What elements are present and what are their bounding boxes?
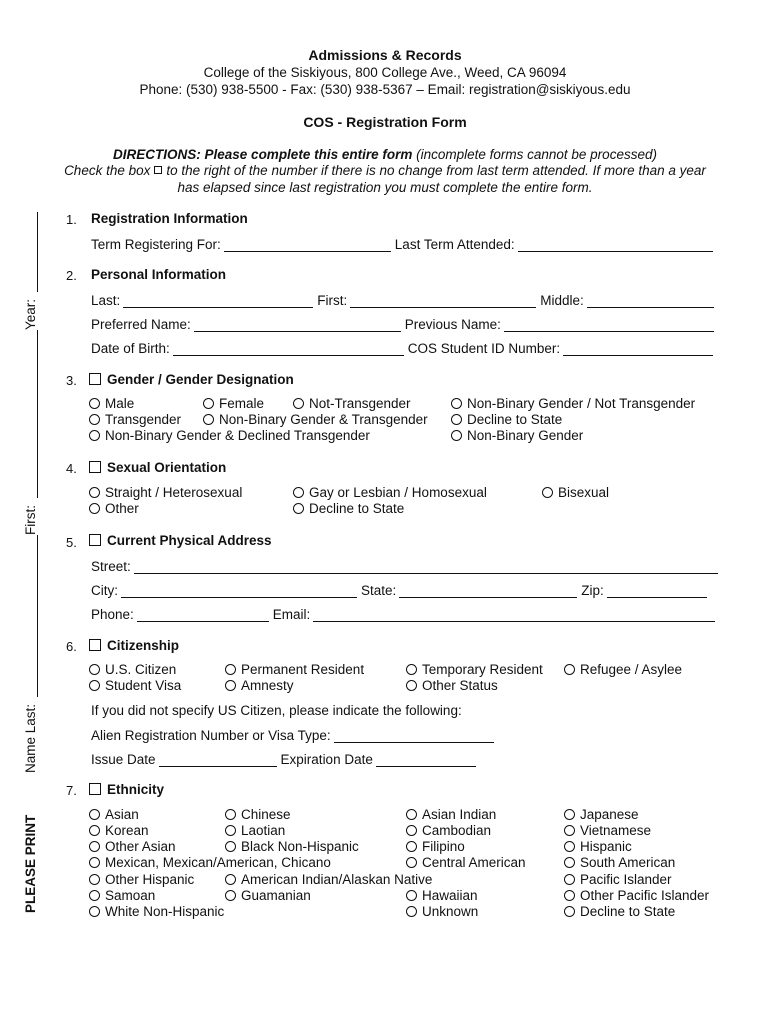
option-label: Asian: [105, 807, 139, 822]
section-title-gender: [89, 372, 294, 387]
phone-email-row: [91, 604, 719, 622]
ethnicity-title-text: Ethnicity: [107, 782, 165, 797]
orientation-option[interactable]: [293, 485, 487, 500]
directions-note: (incomplete forms cannot be processed): [412, 147, 657, 162]
zip-input[interactable]: [607, 584, 707, 598]
option-label: Decline to State: [580, 904, 676, 919]
preferred-name-input[interactable]: [194, 318, 401, 332]
option-label: Laotian: [241, 823, 286, 838]
directions-line-1: [0, 147, 770, 162]
radio-icon: [564, 825, 575, 836]
radio-icon: [89, 664, 100, 675]
dob-row: [91, 338, 717, 356]
street-input[interactable]: [134, 560, 718, 574]
city-label: City:: [91, 583, 118, 598]
option-label: South American: [580, 855, 676, 870]
alien-registration-row: [91, 725, 498, 743]
radio-icon: [225, 825, 236, 836]
ethnicity-option[interactable]: [89, 888, 155, 903]
no-change-checkbox[interactable]: [89, 783, 101, 795]
state-label: State:: [361, 583, 397, 598]
section-number: 1.: [66, 212, 77, 227]
section-number: 2.: [66, 268, 77, 283]
expiration-date-label: Expiration Date: [280, 752, 373, 767]
option-label: Non-Binary Gender / Not Transgender: [467, 396, 696, 411]
radio-icon: [451, 430, 462, 441]
gender-option[interactable]: [293, 396, 411, 411]
city-input[interactable]: [121, 584, 357, 598]
option-label: Male: [105, 396, 135, 411]
ethnicity-option[interactable]: [564, 872, 672, 887]
side-first-line: [37, 330, 38, 498]
radio-icon: [564, 906, 575, 917]
option-label: Unknown: [422, 904, 479, 919]
radio-icon: [564, 890, 575, 901]
no-change-checkbox[interactable]: [89, 373, 101, 385]
middle-name-input[interactable]: [587, 294, 714, 308]
ethnicity-option[interactable]: [564, 888, 709, 903]
contact-info: Phone: (530) 938-5500 - Fax: (530) 938-5367 – Email: registration@siskiyous.edu: [139, 82, 631, 97]
radio-icon: [406, 680, 417, 691]
radio-icon: [89, 809, 100, 820]
gender-title-text: Gender / Gender Designation: [107, 372, 294, 387]
ethnicity-option[interactable]: [225, 888, 311, 903]
ethnicity-option[interactable]: [225, 839, 359, 854]
radio-icon: [406, 664, 417, 675]
gender-option[interactable]: [203, 412, 428, 427]
ethnicity-option[interactable]: [89, 904, 224, 919]
side-first-label: First:: [23, 505, 38, 535]
option-label: Filipino: [422, 839, 465, 854]
option-label: Not-Transgender: [309, 396, 411, 411]
last-term-input[interactable]: [518, 238, 713, 252]
no-change-checkbox[interactable]: [89, 461, 101, 473]
dob-label: Date of Birth:: [91, 341, 170, 356]
gender-option[interactable]: [89, 396, 134, 411]
zip-label: Zip:: [581, 583, 604, 598]
ethnicity-option[interactable]: [406, 807, 496, 822]
orientation-option[interactable]: [89, 485, 242, 500]
option-label: American Indian/Alaskan Native: [241, 872, 433, 887]
address-title-text: Current Physical Address: [107, 533, 272, 548]
no-change-checkbox[interactable]: [89, 639, 101, 651]
ethnicity-option[interactable]: [225, 807, 291, 822]
gender-option[interactable]: [89, 412, 181, 427]
ethnicity-option[interactable]: [89, 823, 149, 838]
option-label: Other Pacific Islander: [580, 888, 710, 903]
side-year-label: Year:: [23, 298, 38, 330]
dob-input[interactable]: [173, 342, 404, 356]
please-print-label: PLEASE PRINT: [23, 814, 38, 913]
option-label: Bisexual: [558, 485, 610, 500]
radio-icon: [89, 906, 100, 917]
ethnicity-option[interactable]: [564, 807, 639, 822]
radio-icon: [406, 857, 417, 868]
name-field-row: [91, 290, 718, 308]
radio-icon: [542, 487, 553, 498]
citizenship-option[interactable]: [225, 678, 294, 693]
radio-icon: [203, 414, 214, 425]
radio-icon: [564, 841, 575, 852]
section-title-citizenship: [89, 638, 179, 653]
option-label: Pacific Islander: [580, 872, 672, 887]
option-label: Japanese: [580, 807, 639, 822]
option-label: Central American: [422, 855, 526, 870]
middle-name-label: Middle:: [540, 293, 584, 308]
ethnicity-option[interactable]: [89, 839, 176, 854]
radio-icon: [89, 841, 100, 852]
option-label: U.S. Citizen: [105, 662, 177, 677]
form-title: COS - Registration Form: [303, 114, 467, 130]
directions-line-3: has elapsed since last registration you must complete the entire form.: [177, 180, 593, 195]
radio-icon: [406, 841, 417, 852]
ethnicity-option[interactable]: [406, 823, 491, 838]
office-title: Admissions & Records: [308, 47, 462, 63]
radio-icon: [564, 874, 575, 885]
option-label: Student Visa: [105, 678, 182, 693]
last-name-input[interactable]: [123, 294, 313, 308]
gender-option[interactable]: [89, 428, 370, 443]
term-registering-field: [91, 234, 717, 252]
citizenship-option[interactable]: [564, 662, 682, 677]
ethnicity-option[interactable]: [225, 872, 432, 887]
radio-icon: [89, 487, 100, 498]
expiration-date-input[interactable]: [376, 753, 476, 767]
option-label: Other: [105, 501, 139, 516]
student-id-label: COS Student ID Number:: [407, 341, 561, 356]
radio-icon: [293, 487, 304, 498]
option-label: Asian Indian: [422, 807, 497, 822]
option-label: Cambodian: [422, 823, 492, 838]
radio-icon: [89, 398, 100, 409]
section-title-ethnicity: [89, 782, 164, 797]
last-term-label: Last Term Attended:: [394, 237, 515, 252]
section-title-personal: Personal Information: [91, 267, 227, 282]
option-label: Decline to State: [309, 501, 405, 516]
preferred-name-row: [91, 314, 718, 332]
previous-name-label: Previous Name:: [404, 317, 501, 332]
option-label: Female: [219, 396, 265, 411]
city-row: [91, 580, 711, 598]
citizenship-option[interactable]: [225, 662, 364, 677]
college-address: College of the Siskiyous, 800 College Ave., Weed, CA 96094: [203, 65, 567, 80]
preferred-name-label: Preferred Name:: [91, 317, 191, 332]
section-title-registration: Registration Information: [91, 211, 248, 226]
term-registering-input[interactable]: [224, 238, 391, 252]
alien-registration-label: Alien Registration Number or Visa Type:: [91, 728, 331, 743]
ethnicity-option[interactable]: [406, 855, 526, 870]
option-label: Korean: [105, 823, 149, 838]
directions-line-2: [0, 163, 770, 178]
radio-icon: [225, 874, 236, 885]
radio-icon: [225, 890, 236, 901]
street-label: Street:: [91, 559, 131, 574]
section-number: 5.: [66, 535, 77, 550]
option-label: Guamanian: [241, 888, 311, 903]
side-name-last-line: [37, 535, 38, 697]
citizenship-title-text: Citizenship: [107, 638, 180, 653]
orientation-option[interactable]: [293, 501, 404, 516]
radio-icon: [451, 398, 462, 409]
gender-option[interactable]: [451, 412, 562, 427]
directions-check-text: Check the box: [64, 163, 151, 178]
option-label: Non-Binary Gender & Transgender: [219, 412, 428, 427]
ethnicity-option[interactable]: [406, 888, 478, 903]
directions-lead: DIRECTIONS: Please complete this entire form: [113, 147, 413, 162]
radio-icon: [89, 503, 100, 514]
ethnicity-option[interactable]: [225, 823, 285, 838]
ethnicity-option[interactable]: [89, 855, 331, 870]
gender-option[interactable]: [203, 396, 264, 411]
option-label: Transgender: [105, 412, 182, 427]
option-label: Other Status: [422, 678, 498, 693]
section-number: 6.: [66, 639, 77, 654]
street-row: [91, 556, 722, 574]
first-name-input[interactable]: [350, 294, 536, 308]
issue-date-input[interactable]: [159, 753, 277, 767]
option-label: Other Asian: [105, 839, 176, 854]
option-label: Black Non-Hispanic: [241, 839, 359, 854]
visa-dates-row: [91, 749, 480, 767]
section-number: 4.: [66, 461, 77, 476]
alien-registration-input[interactable]: [334, 729, 494, 743]
ethnicity-option[interactable]: [406, 839, 465, 854]
citizenship-option[interactable]: [89, 678, 181, 693]
section-title-address: [89, 533, 272, 548]
option-label: Straight / Heterosexual: [105, 485, 243, 500]
option-label: Permanent Resident: [241, 662, 365, 677]
citizenship-note: If you did not specify US Citizen, please indicate the following:: [91, 703, 462, 718]
radio-icon: [225, 809, 236, 820]
radio-icon: [225, 664, 236, 675]
radio-icon: [225, 841, 236, 852]
gender-option[interactable]: [451, 428, 583, 443]
radio-icon: [564, 809, 575, 820]
last-name-label: Last:: [91, 293, 121, 308]
section-number: 3.: [66, 373, 77, 388]
radio-icon: [293, 503, 304, 514]
issue-date-label: Issue Date: [91, 752, 156, 767]
option-label: Vietnamese: [580, 823, 652, 838]
orientation-option[interactable]: [89, 501, 139, 516]
option-label: Refugee / Asylee: [580, 662, 683, 677]
term-registering-label: Term Registering For:: [91, 237, 221, 252]
ethnicity-option[interactable]: [406, 904, 478, 919]
option-label: Non-Binary Gender: [467, 428, 584, 443]
radio-icon: [564, 857, 575, 868]
radio-icon: [293, 398, 304, 409]
phone-input[interactable]: [137, 608, 269, 622]
first-name-label: First:: [317, 293, 348, 308]
radio-icon: [89, 414, 100, 425]
no-change-checkbox[interactable]: [89, 534, 101, 546]
student-id-input[interactable]: [563, 342, 713, 356]
section-number: 7.: [66, 783, 77, 798]
radio-icon: [89, 430, 100, 441]
radio-icon: [89, 680, 100, 691]
ethnicity-option[interactable]: [564, 855, 675, 870]
ethnicity-option[interactable]: [89, 872, 194, 887]
radio-icon: [203, 398, 214, 409]
radio-icon: [89, 890, 100, 901]
option-label: Temporary Resident: [422, 662, 543, 677]
option-label: Gay or Lesbian / Homosexual: [309, 485, 487, 500]
ethnicity-option[interactable]: [564, 904, 675, 919]
radio-icon: [89, 874, 100, 885]
citizenship-option[interactable]: [406, 662, 543, 677]
radio-icon: [406, 825, 417, 836]
option-label: Samoan: [105, 888, 156, 903]
radio-icon: [564, 664, 575, 675]
citizenship-option[interactable]: [89, 662, 176, 677]
radio-icon: [89, 825, 100, 836]
radio-icon: [451, 414, 462, 425]
checkbox-icon: [154, 166, 162, 174]
option-label: Decline to State: [467, 412, 563, 427]
option-label: White Non-Hispanic: [105, 904, 225, 919]
email-label: Email:: [272, 607, 311, 622]
option-label: Hawaiian: [422, 888, 478, 903]
radio-icon: [225, 680, 236, 691]
orientation-title-text: Sexual Orientation: [107, 460, 227, 475]
option-label: Hispanic: [580, 839, 632, 854]
option-label: Other Hispanic: [105, 872, 195, 887]
side-name-last-label: Name Last:: [23, 703, 38, 773]
ethnicity-option[interactable]: [564, 823, 651, 838]
citizenship-option[interactable]: [406, 678, 498, 693]
option-label: Mexican, Mexican/American, Chicano: [105, 855, 331, 870]
option-label: Non-Binary Gender & Declined Transgender: [105, 428, 370, 443]
radio-icon: [406, 906, 417, 917]
side-year-line: [37, 212, 38, 292]
radio-icon: [406, 890, 417, 901]
ethnicity-option[interactable]: [89, 807, 139, 822]
phone-label: Phone:: [91, 607, 134, 622]
radio-icon: [406, 809, 417, 820]
option-label: Chinese: [241, 807, 291, 822]
section-title-orientation: [89, 460, 226, 475]
radio-icon: [89, 857, 100, 868]
gender-option[interactable]: [451, 396, 695, 411]
ethnicity-option[interactable]: [564, 839, 632, 854]
directions-check-rest: to the right of the number if there is no change from last term attended. If more than a year: [166, 163, 706, 178]
email-input[interactable]: [313, 608, 715, 622]
option-label: Amnesty: [241, 678, 294, 693]
previous-name-input[interactable]: [504, 318, 714, 332]
state-input[interactable]: [399, 584, 577, 598]
orientation-option[interactable]: [542, 485, 609, 500]
